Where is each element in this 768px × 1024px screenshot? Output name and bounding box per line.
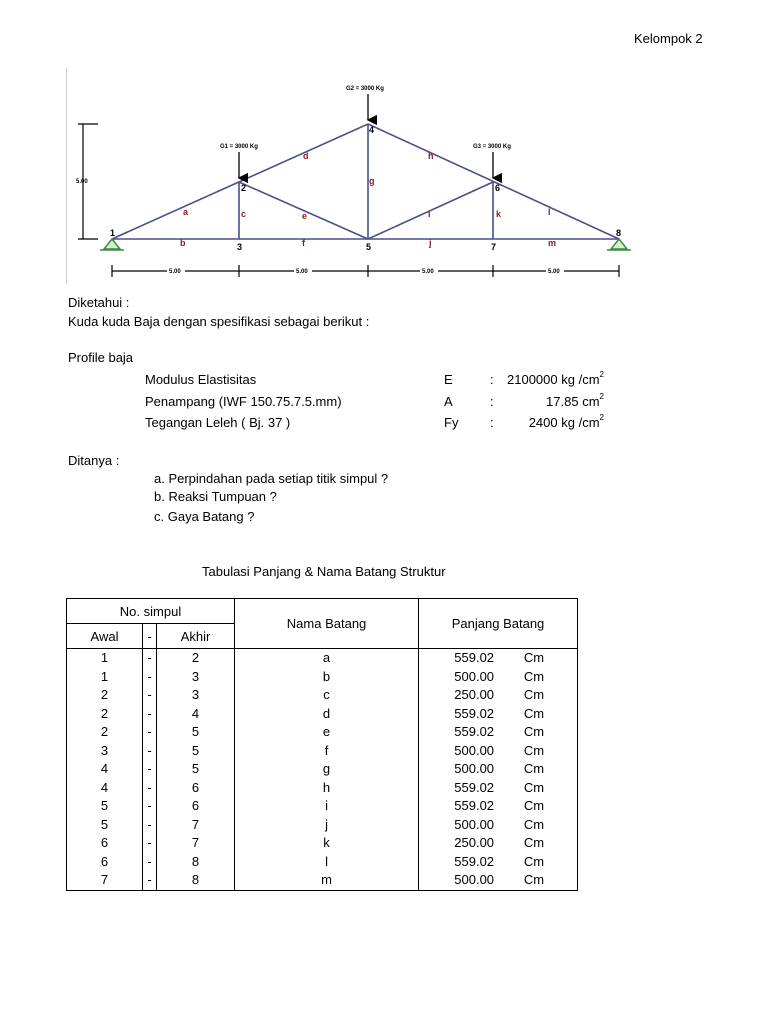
cell-member: i <box>235 797 419 816</box>
member-label-d: d <box>303 151 309 161</box>
node-label-6: 6 <box>495 183 501 193</box>
property-exponent: 2 <box>599 413 604 422</box>
table-row <box>67 797 578 816</box>
property-symbol: A <box>444 394 453 409</box>
table-row <box>67 705 578 724</box>
cell-length <box>419 871 578 890</box>
property-number: 17.85 <box>546 394 579 409</box>
cell-start: 1 <box>67 668 143 687</box>
cell-dash: - <box>143 723 157 742</box>
asked-heading: Ditanya : <box>68 453 120 468</box>
property-value <box>500 372 604 387</box>
property-name: Penampang (IWF 150.75.7.5.mm) <box>145 394 342 409</box>
cell-dash: - <box>143 779 157 798</box>
length-value: 559.02 <box>454 853 495 869</box>
property-row-fy <box>0 415 768 433</box>
given-heading: Diketahui : <box>68 295 130 310</box>
cell-end: 7 <box>157 834 235 853</box>
length-unit: Cm <box>523 724 545 739</box>
span-label-1: 5.00 <box>169 269 181 275</box>
profile-title: Profile baja <box>68 350 134 365</box>
length-unit: Cm <box>523 816 545 832</box>
length-unit: Cm <box>523 761 545 776</box>
member-label-l: l <box>548 207 551 217</box>
header-length: Panjang Batang <box>419 599 578 649</box>
asked-item-c: c. Gaya Batang ? <box>154 509 255 524</box>
cell-length <box>419 816 578 835</box>
property-value <box>500 415 604 430</box>
length-value: 500.00 <box>454 742 495 758</box>
member-label-h: h <box>428 151 434 161</box>
support-left-icon <box>104 239 120 249</box>
member-table <box>66 598 578 891</box>
length-unit: Cm <box>523 742 545 758</box>
cell-end: 8 <box>157 853 235 872</box>
property-unit: kg /cm <box>561 415 600 430</box>
table-row <box>67 649 578 668</box>
member-label-c: c <box>241 209 247 219</box>
cell-start: 4 <box>67 779 143 798</box>
property-colon: : <box>490 415 494 430</box>
property-colon: : <box>490 394 494 409</box>
header-start: Awal <box>67 624 143 649</box>
cell-dash: - <box>143 834 157 853</box>
cell-length <box>419 705 578 724</box>
cell-start: 7 <box>67 871 143 890</box>
length-unit: Cm <box>523 668 545 684</box>
length-value: 500.00 <box>454 816 495 832</box>
length-unit: Cm <box>523 798 545 813</box>
length-unit: Cm <box>523 705 545 721</box>
property-unit: cm <box>582 394 600 409</box>
length-unit: Cm <box>523 779 545 795</box>
property-colon: : <box>490 372 494 387</box>
length-unit: Cm <box>523 687 545 702</box>
cell-start: 4 <box>67 760 143 779</box>
cell-length <box>419 760 578 779</box>
table-row <box>67 760 578 779</box>
property-number: 2100000 <box>507 372 558 387</box>
cell-length <box>419 742 578 761</box>
group-label: Kelompok 2 <box>634 31 703 46</box>
cell-end: 2 <box>157 649 235 668</box>
cell-length <box>419 834 578 853</box>
cell-end: 6 <box>157 797 235 816</box>
table-row <box>67 723 578 742</box>
cell-dash: - <box>143 742 157 761</box>
cell-dash: - <box>143 686 157 705</box>
length-value: 500.00 <box>454 761 495 776</box>
cell-end: 8 <box>157 871 235 890</box>
length-unit: Cm <box>523 650 545 665</box>
cell-length <box>419 853 578 872</box>
property-exponent: 2 <box>599 370 604 379</box>
cell-end: 4 <box>157 705 235 724</box>
length-value: 559.02 <box>454 705 495 721</box>
cell-end: 3 <box>157 686 235 705</box>
member-label-b: b <box>180 238 186 248</box>
property-row-a <box>0 394 768 412</box>
length-value: 559.02 <box>454 798 495 813</box>
member-label-m: m <box>548 238 557 248</box>
table-row <box>67 779 578 798</box>
length-unit: Cm <box>523 872 545 887</box>
table-row <box>67 668 578 687</box>
cell-length <box>419 797 578 816</box>
length-value: 500.00 <box>454 668 495 684</box>
property-unit: kg /cm <box>561 372 600 387</box>
cell-member: e <box>235 723 419 742</box>
property-name: Modulus Elastisitas <box>145 372 257 387</box>
length-unit: Cm <box>523 835 545 850</box>
cell-dash: - <box>143 797 157 816</box>
length-value: 500.00 <box>454 872 495 887</box>
span-label-3: 5.00 <box>422 269 434 275</box>
cell-length <box>419 649 578 668</box>
cell-dash: - <box>143 649 157 668</box>
truss-diagram <box>66 68 632 288</box>
property-row-e <box>0 372 768 390</box>
cell-length <box>419 686 578 705</box>
table-row <box>67 816 578 835</box>
cell-member: b <box>235 668 419 687</box>
header-dash: - <box>143 624 157 649</box>
truss-members <box>112 124 622 239</box>
length-value: 559.02 <box>454 724 495 739</box>
property-name: Tegangan Leleh ( Bj. 37 ) <box>145 415 291 430</box>
length-value: 559.02 <box>454 779 495 795</box>
load-label-g3: G3 = 3000 Kg <box>473 144 511 150</box>
property-number: 2400 <box>528 415 558 430</box>
cell-end: 3 <box>157 668 235 687</box>
asked-item-b: b. Reaksi Tumpuan ? <box>154 489 277 504</box>
property-exponent: 2 <box>599 392 604 401</box>
node-label-7: 7 <box>491 242 497 252</box>
header-member: Nama Batang <box>235 599 419 649</box>
table-title: Tabulasi Panjang & Nama Batang Struktur <box>202 564 446 579</box>
cell-start: 5 <box>67 816 143 835</box>
node-label-5: 5 <box>366 242 372 252</box>
given-intro: Kuda kuda Baja dengan spesifikasi sebagai berikut : <box>68 314 370 329</box>
table-row <box>67 853 578 872</box>
support-right-icon <box>611 239 627 249</box>
member-label-i: i <box>428 209 431 219</box>
asked-item-a: a. Perpindahan pada setiap titik simpul ? <box>154 471 389 486</box>
cell-member: d <box>235 705 419 724</box>
cell-length <box>419 723 578 742</box>
cell-start: 6 <box>67 853 143 872</box>
span-label-2: 5.00 <box>296 269 308 275</box>
length-unit: Cm <box>523 853 545 869</box>
cell-end: 5 <box>157 723 235 742</box>
cell-start: 1 <box>67 649 143 668</box>
cell-start: 6 <box>67 834 143 853</box>
cell-member: l <box>235 853 419 872</box>
cell-dash: - <box>143 816 157 835</box>
cell-end: 5 <box>157 760 235 779</box>
cell-end: 5 <box>157 742 235 761</box>
cell-dash: - <box>143 705 157 724</box>
cell-member: m <box>235 871 419 890</box>
cell-length <box>419 668 578 687</box>
cell-member: g <box>235 760 419 779</box>
table-row <box>67 871 578 890</box>
cell-member: h <box>235 779 419 798</box>
cell-length <box>419 779 578 798</box>
table-row <box>67 834 578 853</box>
node-label-2: 2 <box>241 183 247 193</box>
cell-member: a <box>235 649 419 668</box>
table-row <box>67 742 578 761</box>
span-label-4: 5.00 <box>548 269 560 275</box>
length-value: 559.02 <box>454 650 495 665</box>
cell-start: 2 <box>67 723 143 742</box>
header-node-group: No. simpul <box>67 599 235 624</box>
cell-start: 2 <box>67 705 143 724</box>
table-row <box>67 686 578 705</box>
table-body <box>67 649 578 891</box>
cell-start: 2 <box>67 686 143 705</box>
node-label-4: 4 <box>369 125 375 135</box>
cell-dash: - <box>143 668 157 687</box>
property-value <box>500 394 604 409</box>
property-symbol: Fy <box>444 415 459 430</box>
cell-member: c <box>235 686 419 705</box>
cell-member: f <box>235 742 419 761</box>
member-label-k: k <box>496 209 502 219</box>
node-label-8: 8 <box>616 228 622 238</box>
member-label-f: f <box>302 238 305 248</box>
load-label-g2: G2 = 3000 Kg <box>346 86 384 92</box>
length-value: 250.00 <box>454 687 495 702</box>
cell-end: 6 <box>157 779 235 798</box>
cell-end: 7 <box>157 816 235 835</box>
span-dimension <box>112 265 619 277</box>
member-label-e: e <box>302 211 308 221</box>
length-value: 250.00 <box>454 835 495 850</box>
member-label-g: g <box>369 176 375 186</box>
cell-dash: - <box>143 760 157 779</box>
cell-start: 5 <box>67 797 143 816</box>
cell-member: j <box>235 816 419 835</box>
member-label-a: a <box>183 207 189 217</box>
cell-dash: - <box>143 871 157 890</box>
cell-start: 3 <box>67 742 143 761</box>
cell-dash: - <box>143 853 157 872</box>
node-label-3: 3 <box>237 242 243 252</box>
property-symbol: E <box>444 372 453 387</box>
header-end: Akhir <box>157 624 235 649</box>
truss-svg <box>66 68 632 288</box>
node-label-1: 1 <box>110 228 116 238</box>
member-label-j: j <box>429 238 432 248</box>
height-label: 5.00 <box>76 179 88 185</box>
cell-member: k <box>235 834 419 853</box>
load-label-g1: G1 = 3000 Kg <box>220 144 258 150</box>
